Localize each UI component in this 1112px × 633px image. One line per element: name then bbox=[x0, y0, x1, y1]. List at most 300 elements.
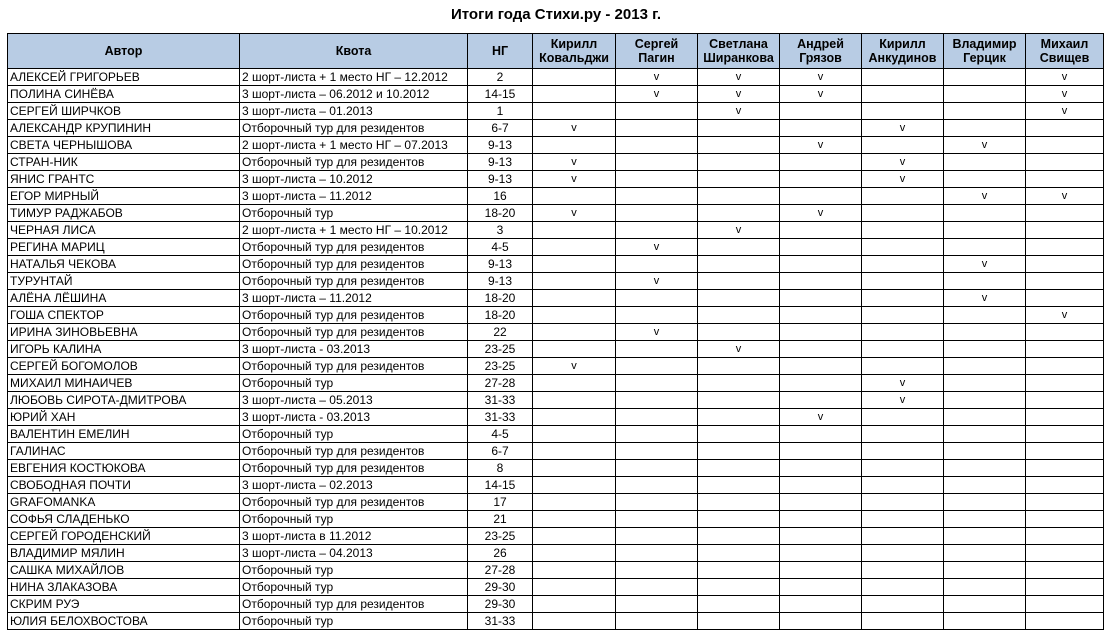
judge-mark-cell bbox=[780, 375, 862, 392]
page-title: Итоги года Стихи.ру - 2013 г. bbox=[451, 6, 661, 23]
table-row bbox=[8, 511, 1104, 528]
judge-mark-cell bbox=[780, 494, 862, 511]
judge-mark-cell bbox=[616, 375, 698, 392]
judge-mark-cell bbox=[944, 341, 1026, 358]
judge-mark-cell bbox=[862, 137, 944, 154]
header-judge-gryazov: Андрей Грязов bbox=[780, 34, 862, 69]
ng-cell: 9-13 bbox=[468, 137, 533, 154]
judge-mark-cell: v bbox=[862, 392, 944, 409]
quota-cell: Отборочный тур для резидентов bbox=[240, 494, 468, 511]
table-row bbox=[8, 222, 1104, 239]
judge-mark-cell bbox=[780, 307, 862, 324]
table-row bbox=[8, 86, 1104, 103]
author-cell: ТУРУНТАЙ bbox=[8, 273, 240, 290]
author-cell: ЮРИЙ ХАН bbox=[8, 409, 240, 426]
judge-mark-cell bbox=[862, 477, 944, 494]
table-row bbox=[8, 341, 1104, 358]
quota-cell: 3 шорт-листа - 03.2013 bbox=[240, 341, 468, 358]
judge-mark-cell bbox=[780, 562, 862, 579]
ng-cell: 8 bbox=[468, 460, 533, 477]
judge-mark-cell bbox=[780, 103, 862, 120]
author-cell: АЛЕКСАНДР КРУПИНИН bbox=[8, 120, 240, 137]
header-row bbox=[8, 34, 1104, 69]
judge-mark-cell bbox=[944, 358, 1026, 375]
author-cell: ПОЛИНА СИНЁВА bbox=[8, 86, 240, 103]
judge-mark-cell bbox=[616, 205, 698, 222]
ng-cell: 9-13 bbox=[468, 273, 533, 290]
judge-mark-cell: v bbox=[944, 290, 1026, 307]
judge-mark-cell bbox=[862, 188, 944, 205]
judge-mark-cell bbox=[533, 341, 616, 358]
judge-mark-cell bbox=[533, 511, 616, 528]
author-cell: ВАЛЕНТИН ЕМЕЛИН bbox=[8, 426, 240, 443]
judge-mark-cell bbox=[944, 307, 1026, 324]
quota-cell: Отборочный тур bbox=[240, 205, 468, 222]
judge-mark-cell: v bbox=[862, 154, 944, 171]
judge-mark-cell: v bbox=[533, 358, 616, 375]
judge-mark-cell: v bbox=[616, 324, 698, 341]
judge-mark-cell: v bbox=[698, 341, 780, 358]
table-row bbox=[8, 69, 1104, 86]
judge-mark-cell bbox=[533, 222, 616, 239]
judge-mark-cell bbox=[533, 545, 616, 562]
header-judge-svishchev: Михаил Свищев bbox=[1026, 34, 1104, 69]
judge-mark-cell bbox=[533, 239, 616, 256]
judge-mark-cell bbox=[944, 324, 1026, 341]
quota-cell: 3 шорт-листа – 10.2012 bbox=[240, 171, 468, 188]
ng-cell: 23-25 bbox=[468, 341, 533, 358]
judge-mark-cell: v bbox=[1026, 103, 1104, 120]
judge-mark-cell bbox=[698, 358, 780, 375]
judge-mark-cell bbox=[862, 273, 944, 290]
judge-mark-cell bbox=[944, 154, 1026, 171]
judge-mark-cell bbox=[944, 511, 1026, 528]
ng-cell: 6-7 bbox=[468, 443, 533, 460]
judge-mark-cell: v bbox=[533, 154, 616, 171]
judge-mark-cell bbox=[944, 222, 1026, 239]
judge-mark-cell bbox=[698, 256, 780, 273]
judge-mark-cell bbox=[944, 239, 1026, 256]
judge-mark-cell bbox=[533, 375, 616, 392]
table-row bbox=[8, 137, 1104, 154]
judge-mark-cell: v bbox=[1026, 86, 1104, 103]
ng-cell: 29-30 bbox=[468, 579, 533, 596]
judge-mark-cell bbox=[616, 171, 698, 188]
quota-cell: Отборочный тур для резидентов bbox=[240, 256, 468, 273]
table-row bbox=[8, 239, 1104, 256]
judge-mark-cell bbox=[698, 443, 780, 460]
table-row bbox=[8, 273, 1104, 290]
quota-cell: Отборочный тур для резидентов bbox=[240, 120, 468, 137]
judge-mark-cell bbox=[616, 511, 698, 528]
judge-mark-cell: v bbox=[944, 256, 1026, 273]
judge-mark-cell bbox=[698, 239, 780, 256]
judge-mark-cell bbox=[533, 307, 616, 324]
table-row bbox=[8, 613, 1104, 630]
judge-mark-cell bbox=[862, 409, 944, 426]
judge-mark-cell bbox=[780, 290, 862, 307]
table-row bbox=[8, 596, 1104, 613]
judge-mark-cell bbox=[1026, 222, 1104, 239]
judge-mark-cell bbox=[944, 273, 1026, 290]
judge-mark-cell bbox=[1026, 341, 1104, 358]
judge-mark-cell bbox=[698, 477, 780, 494]
ng-cell: 14-15 bbox=[468, 477, 533, 494]
judge-mark-cell bbox=[862, 579, 944, 596]
judge-mark-cell bbox=[1026, 273, 1104, 290]
ng-cell: 16 bbox=[468, 188, 533, 205]
author-cell: ГАЛИНАС bbox=[8, 443, 240, 460]
author-cell: СВОБОДНАЯ ПОЧТИ bbox=[8, 477, 240, 494]
table-row bbox=[8, 443, 1104, 460]
judge-mark-cell bbox=[616, 409, 698, 426]
judge-mark-cell bbox=[1026, 545, 1104, 562]
judge-mark-cell bbox=[533, 613, 616, 630]
header-ng: НГ bbox=[468, 34, 533, 69]
table-body bbox=[8, 69, 1104, 630]
judge-mark-cell bbox=[944, 443, 1026, 460]
table-row bbox=[8, 562, 1104, 579]
author-cell: НИНА ЗЛАКАЗОВА bbox=[8, 579, 240, 596]
judge-mark-cell bbox=[862, 69, 944, 86]
ng-cell: 26 bbox=[468, 545, 533, 562]
judge-mark-cell bbox=[698, 120, 780, 137]
judge-mark-cell bbox=[616, 154, 698, 171]
judge-mark-cell bbox=[780, 341, 862, 358]
ng-cell: 9-13 bbox=[468, 171, 533, 188]
judge-mark-cell bbox=[533, 443, 616, 460]
judge-mark-cell bbox=[616, 103, 698, 120]
judge-mark-cell: v bbox=[944, 188, 1026, 205]
judge-mark-cell bbox=[1026, 154, 1104, 171]
judge-mark-cell bbox=[533, 69, 616, 86]
table-row bbox=[8, 375, 1104, 392]
author-cell: ЕГОР МИРНЫЙ bbox=[8, 188, 240, 205]
header-judge-ankudinov: Кирилл Анкудинов bbox=[862, 34, 944, 69]
judge-mark-cell bbox=[862, 443, 944, 460]
judge-mark-cell bbox=[698, 324, 780, 341]
judge-mark-cell bbox=[862, 205, 944, 222]
judge-mark-cell: v bbox=[616, 86, 698, 103]
judge-mark-cell bbox=[780, 392, 862, 409]
table-row bbox=[8, 460, 1104, 477]
judge-mark-cell bbox=[780, 545, 862, 562]
author-cell: ЧЕРНАЯ ЛИСА bbox=[8, 222, 240, 239]
judge-mark-cell bbox=[533, 290, 616, 307]
ng-cell: 17 bbox=[468, 494, 533, 511]
table-row bbox=[8, 171, 1104, 188]
judge-mark-cell bbox=[944, 579, 1026, 596]
judge-mark-cell bbox=[1026, 120, 1104, 137]
judge-mark-cell bbox=[1026, 477, 1104, 494]
judge-mark-cell bbox=[616, 290, 698, 307]
judge-mark-cell bbox=[1026, 239, 1104, 256]
judge-mark-cell bbox=[1026, 205, 1104, 222]
judge-mark-cell bbox=[780, 222, 862, 239]
header-author: Автор bbox=[8, 34, 240, 69]
judge-mark-cell bbox=[616, 477, 698, 494]
judge-mark-cell bbox=[533, 460, 616, 477]
quota-cell: 3 шорт-листа - 03.2013 bbox=[240, 409, 468, 426]
judge-mark-cell bbox=[698, 205, 780, 222]
judge-mark-cell bbox=[533, 392, 616, 409]
judge-mark-cell: v bbox=[862, 375, 944, 392]
ng-cell: 23-25 bbox=[468, 358, 533, 375]
judge-mark-cell bbox=[616, 579, 698, 596]
ng-cell: 18-20 bbox=[468, 307, 533, 324]
ng-cell: 22 bbox=[468, 324, 533, 341]
ng-cell: 21 bbox=[468, 511, 533, 528]
author-cell: СВЕТА ЧЕРНЫШОВА bbox=[8, 137, 240, 154]
judge-mark-cell bbox=[533, 426, 616, 443]
quota-cell: Отборочный тур bbox=[240, 579, 468, 596]
judge-mark-cell bbox=[616, 460, 698, 477]
judge-mark-cell bbox=[780, 528, 862, 545]
judge-mark-cell: v bbox=[780, 137, 862, 154]
judge-mark-cell bbox=[862, 613, 944, 630]
judge-mark-cell bbox=[533, 562, 616, 579]
judge-mark-cell bbox=[944, 545, 1026, 562]
table-row bbox=[8, 103, 1104, 120]
ng-cell: 4-5 bbox=[468, 426, 533, 443]
ng-cell: 23-25 bbox=[468, 528, 533, 545]
ng-cell: 27-28 bbox=[468, 375, 533, 392]
judge-mark-cell bbox=[698, 273, 780, 290]
judge-mark-cell bbox=[616, 358, 698, 375]
author-cell: ЛЮБОВЬ СИРОТА-ДМИТРОВА bbox=[8, 392, 240, 409]
quota-cell: Отборочный тур bbox=[240, 511, 468, 528]
judge-mark-cell bbox=[944, 528, 1026, 545]
table-row bbox=[8, 358, 1104, 375]
quota-cell: 3 шорт-листа – 01.2013 bbox=[240, 103, 468, 120]
judge-mark-cell bbox=[1026, 256, 1104, 273]
judge-mark-cell bbox=[698, 290, 780, 307]
ng-cell: 2 bbox=[468, 69, 533, 86]
judge-mark-cell bbox=[862, 324, 944, 341]
judge-mark-cell bbox=[616, 188, 698, 205]
judge-mark-cell bbox=[616, 256, 698, 273]
quota-cell: Отборочный тур bbox=[240, 562, 468, 579]
judge-mark-cell: v bbox=[616, 273, 698, 290]
results-table bbox=[7, 33, 1104, 630]
quota-cell: 3 шорт-листа в 11.2012 bbox=[240, 528, 468, 545]
judge-mark-cell bbox=[698, 562, 780, 579]
judge-mark-cell bbox=[944, 69, 1026, 86]
table-row bbox=[8, 579, 1104, 596]
judge-mark-cell bbox=[533, 477, 616, 494]
judge-mark-cell bbox=[862, 307, 944, 324]
judge-mark-cell bbox=[780, 579, 862, 596]
header-judge-pagin: Сергей Пагин bbox=[616, 34, 698, 69]
table-row bbox=[8, 324, 1104, 341]
author-cell: СОФЬЯ СЛАДЕНЬКО bbox=[8, 511, 240, 528]
judge-mark-cell bbox=[1026, 460, 1104, 477]
judge-mark-cell bbox=[944, 596, 1026, 613]
judge-mark-cell bbox=[862, 562, 944, 579]
judge-mark-cell bbox=[698, 154, 780, 171]
judge-mark-cell bbox=[698, 392, 780, 409]
judge-mark-cell bbox=[1026, 375, 1104, 392]
author-cell: ИГОРЬ КАЛИНА bbox=[8, 341, 240, 358]
ng-cell: 31-33 bbox=[468, 613, 533, 630]
author-cell: ЕВГЕНИЯ КОСТЮКОВА bbox=[8, 460, 240, 477]
quota-cell: 2 шорт-листа + 1 место НГ – 10.2012 bbox=[240, 222, 468, 239]
judge-mark-cell: v bbox=[616, 69, 698, 86]
judge-mark-cell bbox=[698, 375, 780, 392]
judge-mark-cell bbox=[616, 222, 698, 239]
author-cell: СЕРГЕЙ ШИРЧКОВ bbox=[8, 103, 240, 120]
judge-mark-cell bbox=[862, 341, 944, 358]
table-row bbox=[8, 392, 1104, 409]
judge-mark-cell: v bbox=[698, 103, 780, 120]
quota-cell: 2 шорт-листа + 1 место НГ – 12.2012 bbox=[240, 69, 468, 86]
judge-mark-cell bbox=[533, 256, 616, 273]
judge-mark-cell: v bbox=[944, 137, 1026, 154]
judge-mark-cell bbox=[698, 545, 780, 562]
judge-mark-cell: v bbox=[780, 205, 862, 222]
judge-mark-cell bbox=[1026, 392, 1104, 409]
quota-cell: Отборочный тур для резидентов bbox=[240, 324, 468, 341]
judge-mark-cell: v bbox=[698, 69, 780, 86]
judge-mark-cell bbox=[616, 341, 698, 358]
judge-mark-cell bbox=[780, 120, 862, 137]
author-cell: ТИМУР РАДЖАБОВ bbox=[8, 205, 240, 222]
judge-mark-cell: v bbox=[698, 222, 780, 239]
ng-cell: 31-33 bbox=[468, 392, 533, 409]
judge-mark-cell bbox=[616, 528, 698, 545]
header-judge-shirankova: Светлана Ширанкова bbox=[698, 34, 780, 69]
judge-mark-cell bbox=[862, 511, 944, 528]
judge-mark-cell bbox=[1026, 562, 1104, 579]
judge-mark-cell bbox=[698, 426, 780, 443]
judge-mark-cell bbox=[1026, 324, 1104, 341]
judge-mark-cell bbox=[698, 307, 780, 324]
quota-cell: Отборочный тур для резидентов bbox=[240, 239, 468, 256]
judge-mark-cell: v bbox=[780, 69, 862, 86]
ng-cell: 31-33 bbox=[468, 409, 533, 426]
judge-mark-cell bbox=[533, 86, 616, 103]
judge-mark-cell bbox=[780, 426, 862, 443]
judge-mark-cell bbox=[533, 103, 616, 120]
quota-cell: 3 шорт-листа – 11.2012 bbox=[240, 290, 468, 307]
judge-mark-cell bbox=[533, 188, 616, 205]
judge-mark-cell bbox=[862, 290, 944, 307]
judge-mark-cell bbox=[944, 392, 1026, 409]
judge-mark-cell bbox=[698, 188, 780, 205]
quota-cell: Отборочный тур для резидентов bbox=[240, 154, 468, 171]
header-judge-gertsik: Владимир Герцик bbox=[944, 34, 1026, 69]
ng-cell: 27-28 bbox=[468, 562, 533, 579]
judge-mark-cell bbox=[944, 460, 1026, 477]
judge-mark-cell bbox=[780, 256, 862, 273]
judge-mark-cell bbox=[616, 494, 698, 511]
table-row bbox=[8, 256, 1104, 273]
author-cell: ГОША СПЕКТОР bbox=[8, 307, 240, 324]
author-cell: НАТАЛЬЯ ЧЕКОВА bbox=[8, 256, 240, 273]
ng-cell: 18-20 bbox=[468, 205, 533, 222]
judge-mark-cell bbox=[533, 137, 616, 154]
quota-cell: Отборочный тур для резидентов bbox=[240, 358, 468, 375]
author-cell: АЛЕКСЕЙ ГРИГОРЬЕВ bbox=[8, 69, 240, 86]
quota-cell: 3 шорт-листа – 04.2013 bbox=[240, 545, 468, 562]
judge-mark-cell bbox=[616, 596, 698, 613]
judge-mark-cell: v bbox=[533, 171, 616, 188]
quota-cell: Отборочный тур для резидентов bbox=[240, 460, 468, 477]
judge-mark-cell bbox=[944, 613, 1026, 630]
judge-mark-cell bbox=[780, 511, 862, 528]
judge-mark-cell: v bbox=[780, 409, 862, 426]
quota-cell: Отборочный тур bbox=[240, 613, 468, 630]
judge-mark-cell bbox=[616, 392, 698, 409]
quota-cell: 3 шорт-листа – 11.2012 bbox=[240, 188, 468, 205]
quota-cell: Отборочный тур bbox=[240, 426, 468, 443]
judge-mark-cell bbox=[616, 443, 698, 460]
judge-mark-cell bbox=[1026, 596, 1104, 613]
judge-mark-cell bbox=[944, 562, 1026, 579]
judge-mark-cell bbox=[780, 154, 862, 171]
judge-mark-cell bbox=[780, 443, 862, 460]
judge-mark-cell bbox=[944, 409, 1026, 426]
judge-mark-cell bbox=[1026, 290, 1104, 307]
judge-mark-cell bbox=[1026, 511, 1104, 528]
judge-mark-cell bbox=[616, 613, 698, 630]
judge-mark-cell bbox=[533, 409, 616, 426]
judge-mark-cell bbox=[1026, 358, 1104, 375]
judge-mark-cell bbox=[533, 494, 616, 511]
judge-mark-cell bbox=[698, 528, 780, 545]
judge-mark-cell: v bbox=[616, 239, 698, 256]
quota-cell: 3 шорт-листа – 05.2013 bbox=[240, 392, 468, 409]
judge-mark-cell bbox=[862, 460, 944, 477]
judge-mark-cell bbox=[862, 426, 944, 443]
judge-mark-cell bbox=[944, 120, 1026, 137]
author-cell: МИХАИЛ МИНАИЧЕВ bbox=[8, 375, 240, 392]
table-row bbox=[8, 205, 1104, 222]
judge-mark-cell bbox=[1026, 426, 1104, 443]
table-row bbox=[8, 494, 1104, 511]
judge-mark-cell bbox=[1026, 409, 1104, 426]
judge-mark-cell bbox=[533, 596, 616, 613]
author-cell: СКРИМ РУЭ bbox=[8, 596, 240, 613]
judge-mark-cell bbox=[616, 545, 698, 562]
judge-mark-cell bbox=[1026, 494, 1104, 511]
ng-cell: 1 bbox=[468, 103, 533, 120]
judge-mark-cell: v bbox=[1026, 69, 1104, 86]
judge-mark-cell bbox=[1026, 171, 1104, 188]
judge-mark-cell bbox=[698, 494, 780, 511]
quota-cell: 2 шорт-листа + 1 место НГ – 07.2013 bbox=[240, 137, 468, 154]
judge-mark-cell bbox=[1026, 528, 1104, 545]
judge-mark-cell bbox=[533, 273, 616, 290]
judge-mark-cell bbox=[533, 324, 616, 341]
judge-mark-cell: v bbox=[1026, 307, 1104, 324]
judge-mark-cell bbox=[862, 222, 944, 239]
ng-cell: 4-5 bbox=[468, 239, 533, 256]
quota-cell: Отборочный тур для резидентов bbox=[240, 443, 468, 460]
judge-mark-cell: v bbox=[698, 86, 780, 103]
judge-mark-cell bbox=[862, 545, 944, 562]
judge-mark-cell bbox=[616, 426, 698, 443]
table-row bbox=[8, 528, 1104, 545]
judge-mark-cell bbox=[698, 511, 780, 528]
judge-mark-cell bbox=[862, 256, 944, 273]
table-row bbox=[8, 426, 1104, 443]
judge-mark-cell bbox=[1026, 137, 1104, 154]
judge-mark-cell bbox=[533, 528, 616, 545]
ng-cell: 6-7 bbox=[468, 120, 533, 137]
header-judge-kovaldzhi: Кирилл Ковальджи bbox=[533, 34, 616, 69]
judge-mark-cell: v bbox=[533, 205, 616, 222]
